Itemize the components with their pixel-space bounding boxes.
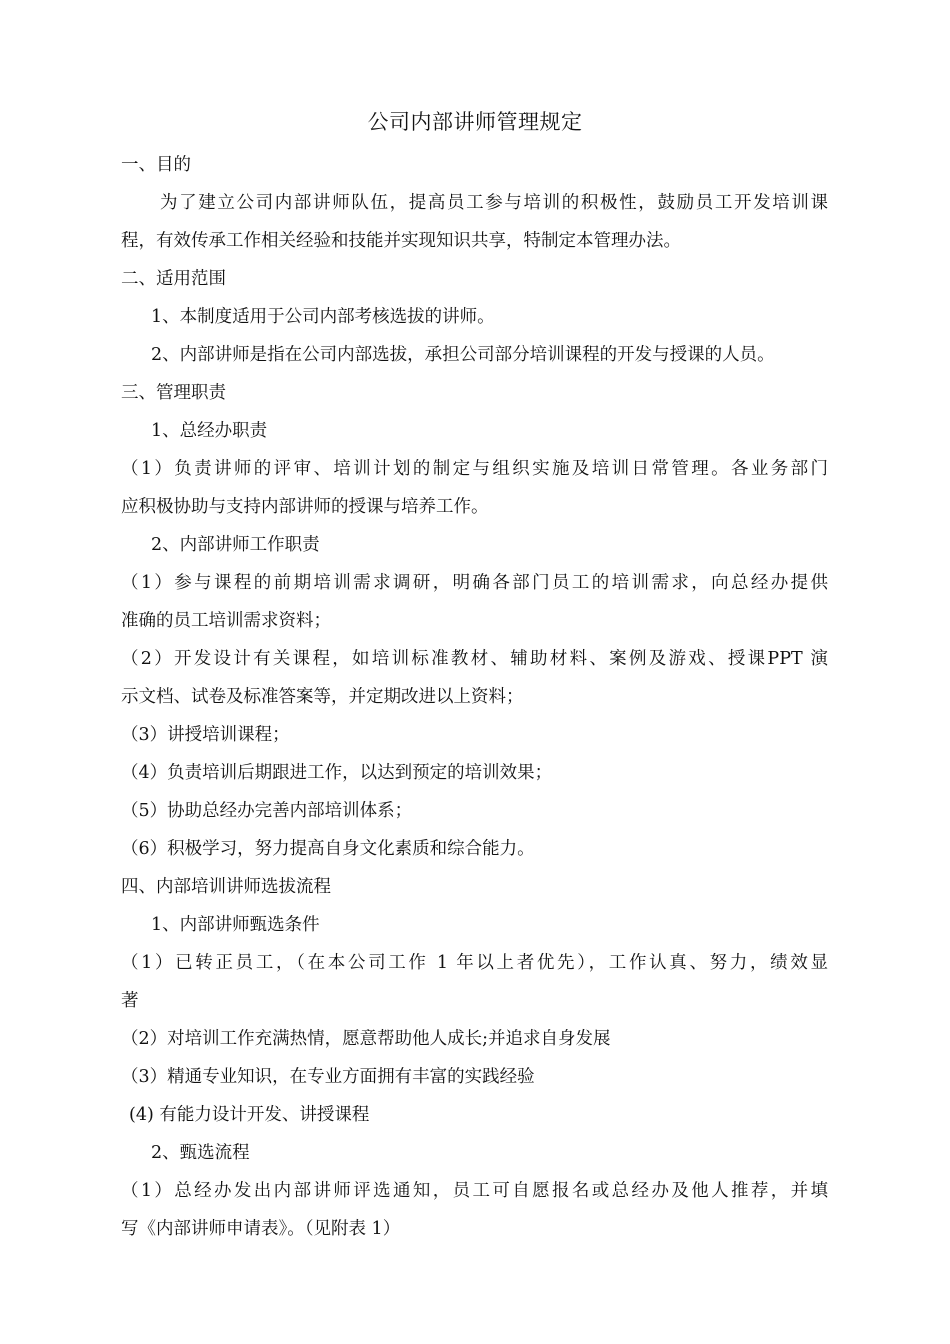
paragraph-line: （5）协助总经办完善内部培训体系；: [121, 801, 413, 821]
paragraph-line: (4) 有能力设计开发、讲授课程: [129, 1105, 370, 1125]
paragraph-line: （1）负责讲师的评审、培训计划的制定与组织实施及培训日常管理。各业务部门: [121, 459, 828, 479]
paragraph-line: 写《内部讲师申请表》。（见附表 1）: [121, 1219, 401, 1239]
paragraph-line: （1）已转正员工，（在本公司工作 1 年以上者优先），工作认真、努力，绩效显: [121, 953, 828, 973]
paragraph-line: （1）参与课程的前期培训需求调研，明确各部门员工的培训需求，向总经办提供: [121, 573, 828, 593]
paragraph-line: （2）开发设计有关课程，如培训标准教材、辅助材料、案例及游戏、授课PPT 演: [121, 649, 828, 669]
section-heading-selection-process: 四、内部培训讲师选拔流程: [121, 877, 331, 897]
document-title: 公司内部讲师管理规定: [367, 110, 583, 134]
paragraph-line: 准确的员工培训需求资料；: [121, 611, 331, 631]
paragraph-line: （2）对培训工作充满热情，愿意帮助他人成长;并追求自身发展: [121, 1029, 611, 1049]
paragraph-line: 2、内部讲师是指在公司内部选拔，承担公司部分培训课程的开发与授课的人员。: [151, 345, 775, 365]
paragraph-line: （1）总经办发出内部讲师评选通知，员工可自愿报名或总经办及他人推荐，并填: [121, 1181, 828, 1201]
paragraph-line: （3）精通专业知识，在专业方面拥有丰富的实践经验: [121, 1067, 535, 1087]
subsection-heading: 1、总经办职责: [151, 421, 268, 441]
paragraph-line: 为了建立公司内部讲师队伍，提高员工参与培训的积极性，鼓励员工开发培训课: [160, 193, 828, 213]
section-heading-scope: 二、适用范围: [121, 269, 226, 289]
paragraph-line: 1、本制度适用于公司内部考核选拔的讲师。: [151, 307, 495, 327]
paragraph-line: 程，有效传承工作相关经验和技能并实现知识共享，特制定本管理办法。: [121, 231, 681, 251]
paragraph-line: （6）积极学习，努力提高自身文化素质和综合能力。: [121, 839, 535, 859]
paragraph-line: （4）负责培训后期跟进工作，以达到预定的培训效果；: [121, 763, 553, 783]
section-heading-responsibilities: 三、管理职责: [121, 383, 226, 403]
subsection-heading: 2、内部讲师工作职责: [151, 535, 320, 555]
subsection-heading: 1、内部讲师甄选条件: [151, 915, 320, 935]
paragraph-line: （3）讲授培训课程；: [121, 725, 290, 745]
paragraph-line: 著: [121, 991, 139, 1011]
section-heading-purpose: 一、目的: [121, 155, 191, 175]
paragraph-line: 应积极协助与支持内部讲师的授课与培养工作。: [121, 497, 489, 517]
subsection-heading: 2、甄选流程: [151, 1143, 250, 1163]
paragraph-line: 示文档、试卷及标准答案等，并定期改进以上资料；: [121, 687, 524, 707]
